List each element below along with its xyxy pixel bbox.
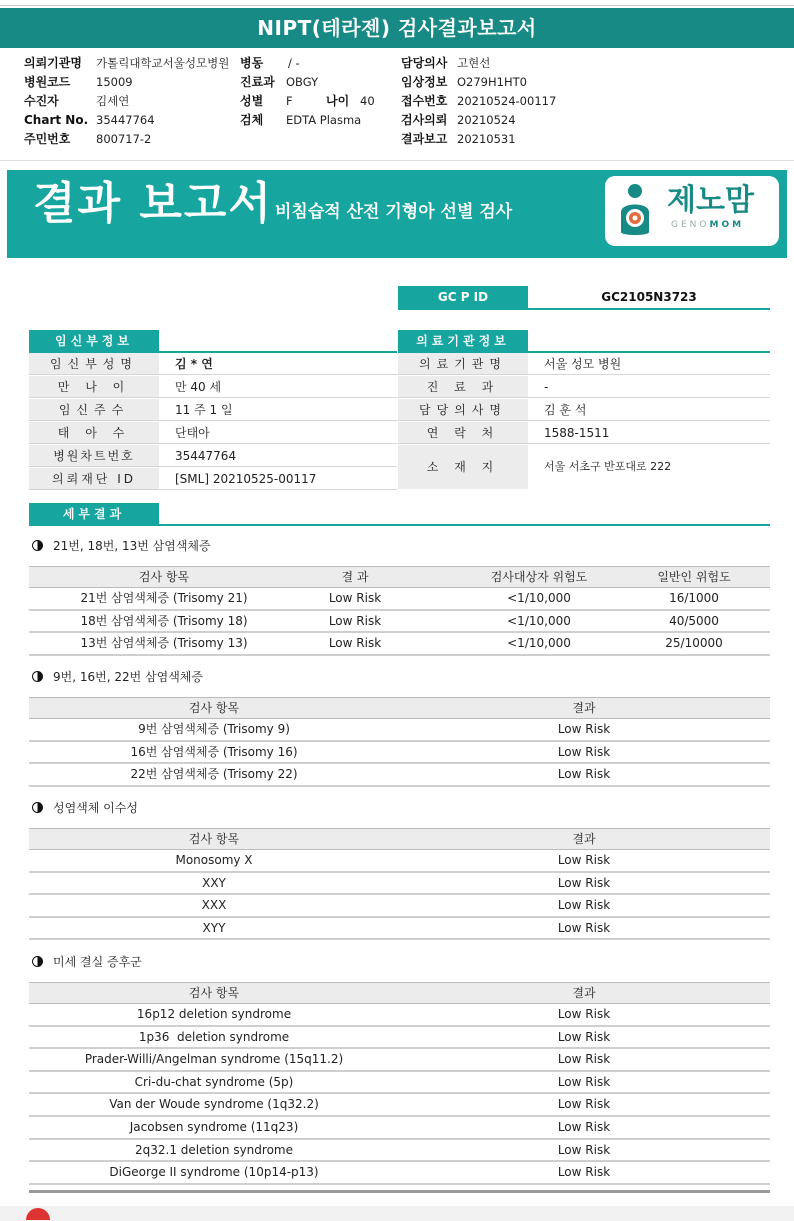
doctor-value: 고현선 <box>457 56 491 70</box>
gcp-id-label: GC P ID <box>398 286 528 308</box>
pregnant-row-value: 김 * 연 <box>175 357 213 371</box>
pregnant-row-value: 만 40 세 <box>175 380 222 394</box>
pregnant-row-label: 만 나 이 <box>29 376 159 397</box>
ward-value: / - <box>288 56 300 70</box>
table-header <box>29 982 770 1004</box>
chart-label: Chart No. <box>24 113 89 127</box>
pregnant-row-name <box>29 353 397 375</box>
details-heading: 세부결과 <box>29 503 159 525</box>
test-result: Low Risk <box>557 875 611 890</box>
general-risk: 16/1000 <box>669 591 719 605</box>
pregnant-row-label: 병원차트번호 <box>29 445 159 466</box>
report-value: 20210531 <box>457 132 516 146</box>
test-item: 22번 삼염색체증 (Trisomy 22) <box>130 767 298 782</box>
test-result: Low Risk <box>557 920 611 935</box>
test-result: Low Risk <box>557 767 611 782</box>
col-header: 검사대상자 위험도 <box>490 570 588 584</box>
test-item: Jacobsen syndrome (11q23) <box>129 1119 299 1134</box>
test-result: Low Risk <box>557 722 611 736</box>
half-circle-icon <box>32 540 43 551</box>
test-result: Low Risk <box>557 1074 611 1089</box>
sex-value: F <box>286 94 293 108</box>
table-row <box>29 1004 770 1027</box>
test-item: Cri-du-chat syndrome (5p) <box>134 1074 294 1089</box>
test-result: Low Risk <box>328 591 382 605</box>
pregnant-row-label: 임신주수 <box>29 399 159 420</box>
clinical-value: O279H1HT0 <box>457 75 527 89</box>
test-result: Low Risk <box>557 1052 611 1067</box>
pregnant-row-age <box>29 376 397 398</box>
pregnant-row-label: 의뢰재단 ID <box>29 468 159 489</box>
subject-risk: <1/10,000 <box>507 613 571 628</box>
half-circle-icon <box>32 956 43 967</box>
test-result: Low Risk <box>557 1142 611 1157</box>
dept-value: OBGY <box>286 75 319 89</box>
chart-value: 35447764 <box>96 113 155 127</box>
col-header: 검사 항목 <box>188 986 240 1000</box>
table-row <box>29 1049 770 1072</box>
test-item: 9번 삼염색체증 (Trisomy 9) <box>138 722 290 736</box>
table-row <box>29 873 770 896</box>
clinic-row-dept <box>398 376 770 398</box>
age-label: 나이 <box>326 94 350 108</box>
footer-divider <box>29 1190 770 1193</box>
banner-title: 결과 보고서 <box>33 178 273 229</box>
request-value: 20210524 <box>457 113 516 127</box>
microdeletion-table <box>29 982 770 1185</box>
table-header <box>29 697 770 719</box>
test-result: Low Risk <box>328 636 382 651</box>
gcp-id <box>398 286 770 310</box>
half-circle-icon <box>32 671 43 682</box>
table-row <box>29 1140 770 1163</box>
clinic-row-address <box>398 445 770 489</box>
mother-baby-icon <box>615 182 655 238</box>
test-item: 18번 삼염색체증 (Trisomy 18) <box>80 613 248 628</box>
subject-risk: <1/10,000 <box>507 636 571 651</box>
test-item: 21번 삼염색체증 (Trisomy 21) <box>80 591 248 605</box>
clinic-row-value: 서울 서초구 반포대로 222 <box>544 460 672 473</box>
category-title: 9번, 16번, 22번 삼염색체증 <box>32 669 203 685</box>
pregnant-row-chart <box>29 445 397 467</box>
meta-col-1 <box>24 54 229 149</box>
clinic-row-label: 담당의사명 <box>398 399 528 420</box>
table-row <box>29 1027 770 1050</box>
test-result: Low Risk <box>557 744 611 759</box>
pregnant-row-foundation-id <box>29 468 397 490</box>
table-row <box>29 1117 770 1140</box>
table-row <box>29 633 770 656</box>
col-header: 검사 항목 <box>188 832 240 846</box>
test-item: 13번 삼염색체증 (Trisomy 13) <box>80 636 248 651</box>
table-row <box>29 719 770 742</box>
report-title: NIPT(테라젠) 검사결과보고서 <box>0 8 794 48</box>
report-label: 결과보고 <box>401 132 448 146</box>
table-header <box>29 566 770 588</box>
test-item: Monosomy X <box>175 853 253 867</box>
meta-specimen <box>240 111 361 130</box>
sex-label: 성별 <box>240 94 264 108</box>
receipt-value: 20210524-00117 <box>457 94 557 108</box>
top-border <box>0 0 794 6</box>
test-result: Low Risk <box>557 1097 611 1112</box>
clinic-info-heading: 의료기관정보 <box>398 330 528 352</box>
clinic-row-value: 서울 성모 병원 <box>544 357 622 371</box>
pregnant-row-fetus <box>29 422 397 444</box>
test-item: Prader-Willi/Angelman syndrome (15q11.2) <box>84 1052 344 1067</box>
patient-value: 김세연 <box>96 94 130 108</box>
test-result: Low Risk <box>557 853 611 867</box>
hospital-code-label: 병원코드 <box>24 75 71 89</box>
table-row <box>29 611 770 634</box>
ward-label: 병동 <box>240 56 264 70</box>
clinic-row-label: 연 락 처 <box>398 422 528 443</box>
meta-col-3 <box>401 54 556 149</box>
pregnant-row-label: 태 아 수 <box>29 422 159 443</box>
hospital-code-value: 15009 <box>96 75 133 89</box>
col-header: 결과 <box>572 832 596 846</box>
clinic-row-value: 김 훈 석 <box>544 403 587 417</box>
doctor-label: 담당의사 <box>401 56 448 70</box>
col-header: 검사 항목 <box>188 701 240 715</box>
table-row <box>29 895 770 918</box>
test-item: Van der Woude syndrome (1q32.2) <box>109 1097 319 1112</box>
specimen-value: EDTA Plasma <box>286 113 362 127</box>
meta-divider <box>0 160 794 161</box>
receipt-label: 접수번호 <box>401 94 448 108</box>
test-result: Low Risk <box>557 1029 611 1044</box>
clinic-row-label: 진 료 과 <box>398 376 528 397</box>
result-banner <box>7 170 787 258</box>
test-result: Low Risk <box>557 1119 611 1134</box>
pregnant-row-value: 단태아 <box>175 426 210 440</box>
request-label: 검사의뢰 <box>401 113 448 127</box>
banner-subtitle: 비침습적 산전 기형아 선별 검사 <box>275 202 513 222</box>
trisomy-9-16-22-table <box>29 697 770 787</box>
test-item: 16p12 deletion syndrome <box>136 1007 292 1021</box>
specimen-label: 검체 <box>240 113 264 127</box>
table-row <box>29 850 770 873</box>
test-item: XYY <box>202 920 226 935</box>
table-row <box>29 764 770 787</box>
general-risk: 40/5000 <box>669 613 719 628</box>
table-header <box>29 828 770 850</box>
institution-value: 가톨릭대학교서울성모병원 <box>96 56 230 70</box>
test-result: Low Risk <box>557 898 611 913</box>
test-result: Low Risk <box>557 1007 611 1021</box>
institution-label: 의뢰기관명 <box>24 56 82 70</box>
clinic-row-doctor <box>398 399 770 421</box>
dept-label: 진료과 <box>240 75 275 89</box>
clinic-row-contact <box>398 422 770 444</box>
category-title: 미세 결실 증후군 <box>32 954 142 970</box>
logo-subtext: GENOMOM <box>671 220 745 230</box>
genomom-logo <box>605 176 779 246</box>
test-result: Low Risk <box>328 613 382 628</box>
sex-chromosome-table <box>29 828 770 940</box>
pregnant-row-weeks <box>29 399 397 421</box>
pregnant-row-value: [SML] 20210525-00117 <box>175 472 317 486</box>
col-header: 결 과 <box>341 570 369 584</box>
table-row <box>29 1162 770 1185</box>
clinic-row-label: 의료기관명 <box>398 353 528 374</box>
general-risk: 25/10000 <box>665 636 723 651</box>
category-title: 성염색체 이수성 <box>32 800 138 816</box>
table-row <box>29 1094 770 1117</box>
subject-risk: <1/10,000 <box>507 591 571 605</box>
clinic-row-label: 소 재 지 <box>398 445 528 489</box>
col-header: 결과 <box>572 986 596 1000</box>
half-circle-icon <box>32 802 43 813</box>
table-row <box>29 918 770 941</box>
test-item: XXY <box>202 875 226 890</box>
test-item: 2q32.1 deletion syndrome <box>135 1142 293 1157</box>
logo-text: 제노맘 <box>667 183 754 218</box>
test-item: 1p36 deletion syndrome <box>138 1029 290 1044</box>
details-underline <box>29 524 770 526</box>
age-value: 40 <box>360 94 375 108</box>
test-item: DiGeorge II syndrome (10p14-p13) <box>109 1165 319 1180</box>
patient-label: 수진자 <box>24 94 59 108</box>
rrn-label: 주민번호 <box>24 132 71 146</box>
pregnant-info-heading: 임신부정보 <box>29 330 159 352</box>
test-item: XXX <box>201 898 227 913</box>
table-row <box>29 588 770 611</box>
clinic-row-value: 1588-1511 <box>544 426 610 440</box>
rrn-value: 800717-2 <box>96 132 152 146</box>
footer-band <box>0 1206 794 1221</box>
pregnant-row-value: 11 주 1 일 <box>175 403 233 417</box>
table-row <box>29 1072 770 1095</box>
col-header: 검사 항목 <box>138 570 190 584</box>
pregnant-row-label: 임신부성명 <box>29 353 159 374</box>
clinic-row-value: - <box>544 380 549 394</box>
trisomy-21-18-13-table <box>29 566 770 656</box>
pregnant-row-value: 35447764 <box>175 449 237 463</box>
col-header: 결과 <box>572 701 596 715</box>
clinical-label: 임상정보 <box>401 75 448 89</box>
category-title: 21번, 18번, 13번 삼염색체증 <box>32 538 211 554</box>
col-header: 일반인 위험도 <box>657 570 731 584</box>
gcp-id-value: GC2105N3723 <box>601 290 697 304</box>
clinic-row-institution <box>398 353 770 375</box>
table-row <box>29 742 770 765</box>
test-item: 16번 삼염색체증 (Trisomy 16) <box>130 744 298 759</box>
test-result: Low Risk <box>557 1165 611 1180</box>
